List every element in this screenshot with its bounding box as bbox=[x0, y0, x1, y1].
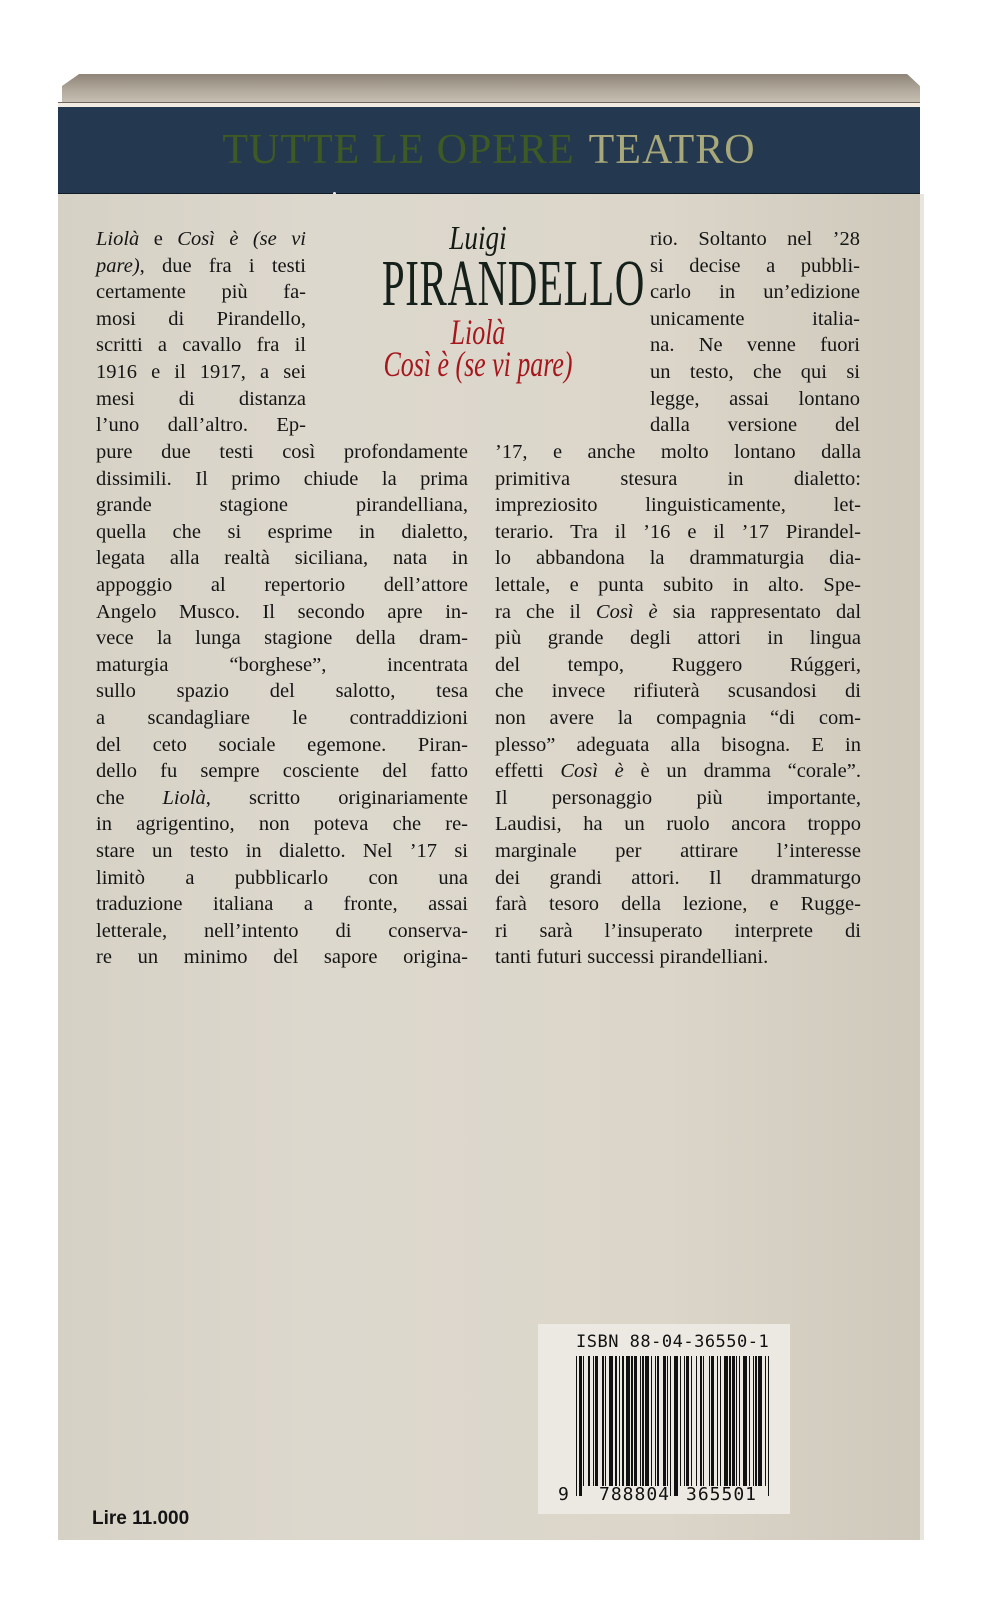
blurb-text: è un dramma “corale”. bbox=[623, 760, 861, 783]
blurb-text: Angelo Musco. Il secondo apre in- bbox=[96, 600, 468, 623]
blurb-text: carlo in un’edizione bbox=[650, 281, 860, 304]
blurb-line bbox=[96, 412, 306, 439]
blurb-line bbox=[495, 599, 861, 626]
blurb-line bbox=[650, 279, 860, 306]
blurb-text: vece la lunga stagione della dram- bbox=[96, 627, 468, 650]
blurb-text: più grande degli attori in lingua bbox=[495, 627, 861, 650]
blurb-column-right-top bbox=[650, 226, 860, 439]
blurb-line bbox=[495, 545, 861, 572]
italic-title-text: pare) bbox=[96, 254, 140, 277]
blurb-text: rio. Soltanto nel ’28 bbox=[650, 228, 860, 250]
blurb-line bbox=[495, 918, 861, 945]
cover-body bbox=[58, 194, 923, 1540]
blurb-text: letterale, nell’intento di conserva- bbox=[96, 919, 468, 942]
blurb-line bbox=[495, 891, 861, 918]
blurb-line bbox=[96, 599, 468, 626]
blurb-line bbox=[495, 811, 861, 838]
blurb-text: traduzione italiana a fronte, assai bbox=[96, 893, 468, 916]
blurb-text: tanti futuri successi pirandelliani. bbox=[495, 946, 769, 969]
blurb-text: plesso” adeguata alla bisogna. E in bbox=[495, 733, 861, 756]
blurb-text: un testo, che qui si bbox=[650, 360, 860, 383]
blurb-line bbox=[96, 279, 306, 306]
blurb-line bbox=[495, 466, 861, 493]
author-last-name: PIRANDELLO bbox=[381, 247, 645, 320]
isbn-label: ISBN 88-04-36550-1 bbox=[576, 1332, 770, 1352]
blurb-text: lo abbandona la drammaturgia dia- bbox=[495, 547, 861, 570]
italic-title-text: Così è (se vi bbox=[177, 228, 306, 250]
blurb-text: legata alla realtà siciliana, nata in bbox=[96, 547, 468, 570]
series-genre: TEATRO bbox=[588, 127, 756, 173]
blurb-text: pure due testi così profondamente bbox=[96, 441, 468, 463]
blurb-line bbox=[96, 732, 468, 759]
blurb-line bbox=[96, 572, 468, 599]
book-back-cover bbox=[58, 74, 925, 1542]
blurb-text: effetti bbox=[495, 760, 561, 783]
blurb-line bbox=[96, 785, 468, 812]
blurb-line bbox=[495, 652, 861, 679]
spine-edge bbox=[920, 194, 924, 1540]
blurb-text: appoggio al repertorio dell’attore bbox=[96, 573, 468, 596]
blurb-line bbox=[495, 678, 861, 705]
blurb-line bbox=[96, 891, 468, 918]
blurb-text: ri sarà l’insuperato interprete di bbox=[495, 919, 861, 942]
blurb-text: na. Ne venne fuori bbox=[650, 334, 860, 357]
blurb-text: mesi di distanza bbox=[96, 387, 306, 410]
blurb-text: si decise a pubbli- bbox=[650, 254, 860, 277]
blurb-line bbox=[650, 226, 860, 253]
blurb-text: Il personaggio più importante, bbox=[495, 786, 861, 809]
blurb-text: dello fu sempre cosciente del fatto bbox=[96, 760, 468, 783]
author-first-name: Luigi bbox=[449, 220, 507, 257]
blurb-column-left-top bbox=[96, 226, 306, 439]
book-top-edge bbox=[62, 74, 920, 104]
blurb-text: , due fra i testi bbox=[139, 254, 306, 277]
blurb-text: unicamente italia- bbox=[650, 307, 860, 330]
ean-first-digit: 9 bbox=[558, 1484, 569, 1505]
blurb-text: dalla versione del bbox=[650, 414, 860, 437]
blurb-text: Laudisi, ha un ruolo ancora troppo bbox=[495, 813, 861, 836]
blurb-text: non avere la compagnia “di com- bbox=[495, 706, 861, 729]
blurb-line bbox=[495, 625, 861, 652]
blurb-line bbox=[96, 332, 306, 359]
blurb-line bbox=[650, 253, 860, 280]
blurb-line bbox=[650, 359, 860, 386]
blurb-line bbox=[96, 758, 468, 785]
blurb-line bbox=[650, 386, 860, 413]
blurb-line bbox=[495, 865, 861, 892]
blurb-line bbox=[495, 838, 861, 865]
blurb-text: impreziosito linguisticamente, let- bbox=[495, 494, 861, 517]
blurb-line bbox=[495, 492, 861, 519]
barcode-icon bbox=[576, 1356, 772, 1494]
blurb-line bbox=[650, 306, 860, 333]
blurb-text: lettale, e punta subito in alto. Spe- bbox=[495, 573, 861, 596]
blurb-text: certamente più fa- bbox=[96, 281, 306, 304]
italic-title-text: Liolà bbox=[162, 786, 206, 809]
blurb-text: in agrigentino, non poteva che re- bbox=[96, 813, 468, 836]
blurb-line bbox=[96, 253, 306, 280]
blurb-line bbox=[96, 918, 468, 945]
blurb-text: dei grandi attori. Il drammaturgo bbox=[495, 866, 861, 889]
barcode-bar bbox=[769, 1356, 770, 1496]
series-title: TUTTE LE OPERE bbox=[222, 127, 575, 173]
blurb-line bbox=[495, 944, 861, 971]
blurb-text: l’uno dall’altro. Ep- bbox=[96, 414, 306, 437]
blurb-line bbox=[96, 652, 468, 679]
blurb-text: a scandagliare le contraddizioni bbox=[96, 706, 468, 729]
blurb-text: stare un testo in dialetto. Nel ’17 si bbox=[96, 839, 468, 862]
ean-left-digits: 788804 bbox=[599, 1484, 671, 1505]
ean-right-digits: 365501 bbox=[686, 1484, 758, 1505]
blurb-line bbox=[650, 412, 860, 439]
blurb-text: terario. Tra il ’16 e il ’17 Pirandel- bbox=[495, 520, 861, 543]
blurb-text: grande stagione pirandelliana, bbox=[96, 494, 468, 517]
blurb-text: primitiva stesura in dialetto: bbox=[495, 467, 861, 490]
work-title-1: Liolà bbox=[450, 312, 506, 352]
blurb-text: che invece rifiuterà scusandosi di bbox=[495, 680, 861, 703]
title-block bbox=[323, 220, 645, 384]
price-label: Lire 11.000 bbox=[92, 1508, 190, 1529]
blurb-line bbox=[96, 545, 468, 572]
blurb-line bbox=[650, 332, 860, 359]
blurb-line bbox=[96, 492, 468, 519]
blurb-line bbox=[96, 705, 468, 732]
blurb-text: e bbox=[139, 228, 178, 250]
blurb-line bbox=[96, 838, 468, 865]
blurb-line bbox=[96, 678, 468, 705]
italic-title-text: Così è bbox=[560, 760, 624, 783]
blurb-line bbox=[96, 519, 468, 546]
blurb-line bbox=[96, 466, 468, 493]
blurb-column-right bbox=[495, 439, 861, 971]
isbn-barcode-block bbox=[538, 1324, 790, 1514]
blurb-line bbox=[495, 439, 861, 466]
blurb-line bbox=[96, 359, 306, 386]
blurb-text: sullo spazio del salotto, tesa bbox=[96, 680, 468, 703]
blurb-line bbox=[495, 758, 861, 785]
blurb-text: ra che il bbox=[495, 600, 596, 623]
blurb-line bbox=[495, 785, 861, 812]
blurb-text: quella che si esprime in dialetto, bbox=[96, 520, 468, 543]
blurb-line bbox=[96, 306, 306, 333]
blurb-line bbox=[96, 944, 468, 971]
italic-title-text: Liolà bbox=[96, 228, 140, 250]
series-band bbox=[58, 107, 920, 195]
italic-title-text: Così è bbox=[595, 600, 658, 623]
blurb-line bbox=[96, 439, 468, 466]
blurb-line bbox=[495, 705, 861, 732]
blurb-line bbox=[96, 865, 468, 892]
blurb-text: farà tesoro della lezione, e Rugge- bbox=[495, 893, 861, 916]
blurb-line bbox=[96, 625, 468, 652]
blurb-text: del tempo, Ruggero Rúggeri, bbox=[495, 653, 861, 676]
blurb-line bbox=[495, 519, 861, 546]
blurb-text: del ceto sociale egemone. Piran- bbox=[96, 733, 468, 756]
blurb-text: 1916 e il 1917, a sei bbox=[96, 360, 306, 383]
blurb-text: maturgia “borghese”, incentrata bbox=[96, 653, 468, 676]
blurb-text: , scritto originariamente bbox=[205, 786, 468, 809]
blurb-text: mosi di Pirandello, bbox=[96, 307, 306, 330]
blurb-line bbox=[495, 572, 861, 599]
blurb-line bbox=[96, 386, 306, 413]
blurb-text: marginale per attirare l’interesse bbox=[495, 839, 861, 862]
blurb-text: scritti a cavallo fra il bbox=[96, 334, 306, 357]
blurb-text: che bbox=[96, 786, 163, 809]
blurb-line bbox=[96, 811, 468, 838]
blurb-line bbox=[495, 732, 861, 759]
work-title-2: Così è (se vi pare) bbox=[383, 344, 573, 384]
blurb-text: dissimili. Il primo chiude la prima bbox=[96, 467, 468, 490]
blurb-text: legge, assai lontano bbox=[650, 387, 860, 410]
blurb-line bbox=[96, 226, 306, 253]
blurb-text: re un minimo del sapore origina- bbox=[96, 946, 468, 969]
blurb-text: limitò a pubblicarlo con una bbox=[96, 866, 468, 889]
blurb-text: ’17, e anche molto lontano dalla bbox=[495, 441, 861, 463]
blurb-column-left bbox=[96, 439, 468, 971]
blurb-text: sia rappresentato dal bbox=[657, 600, 862, 623]
